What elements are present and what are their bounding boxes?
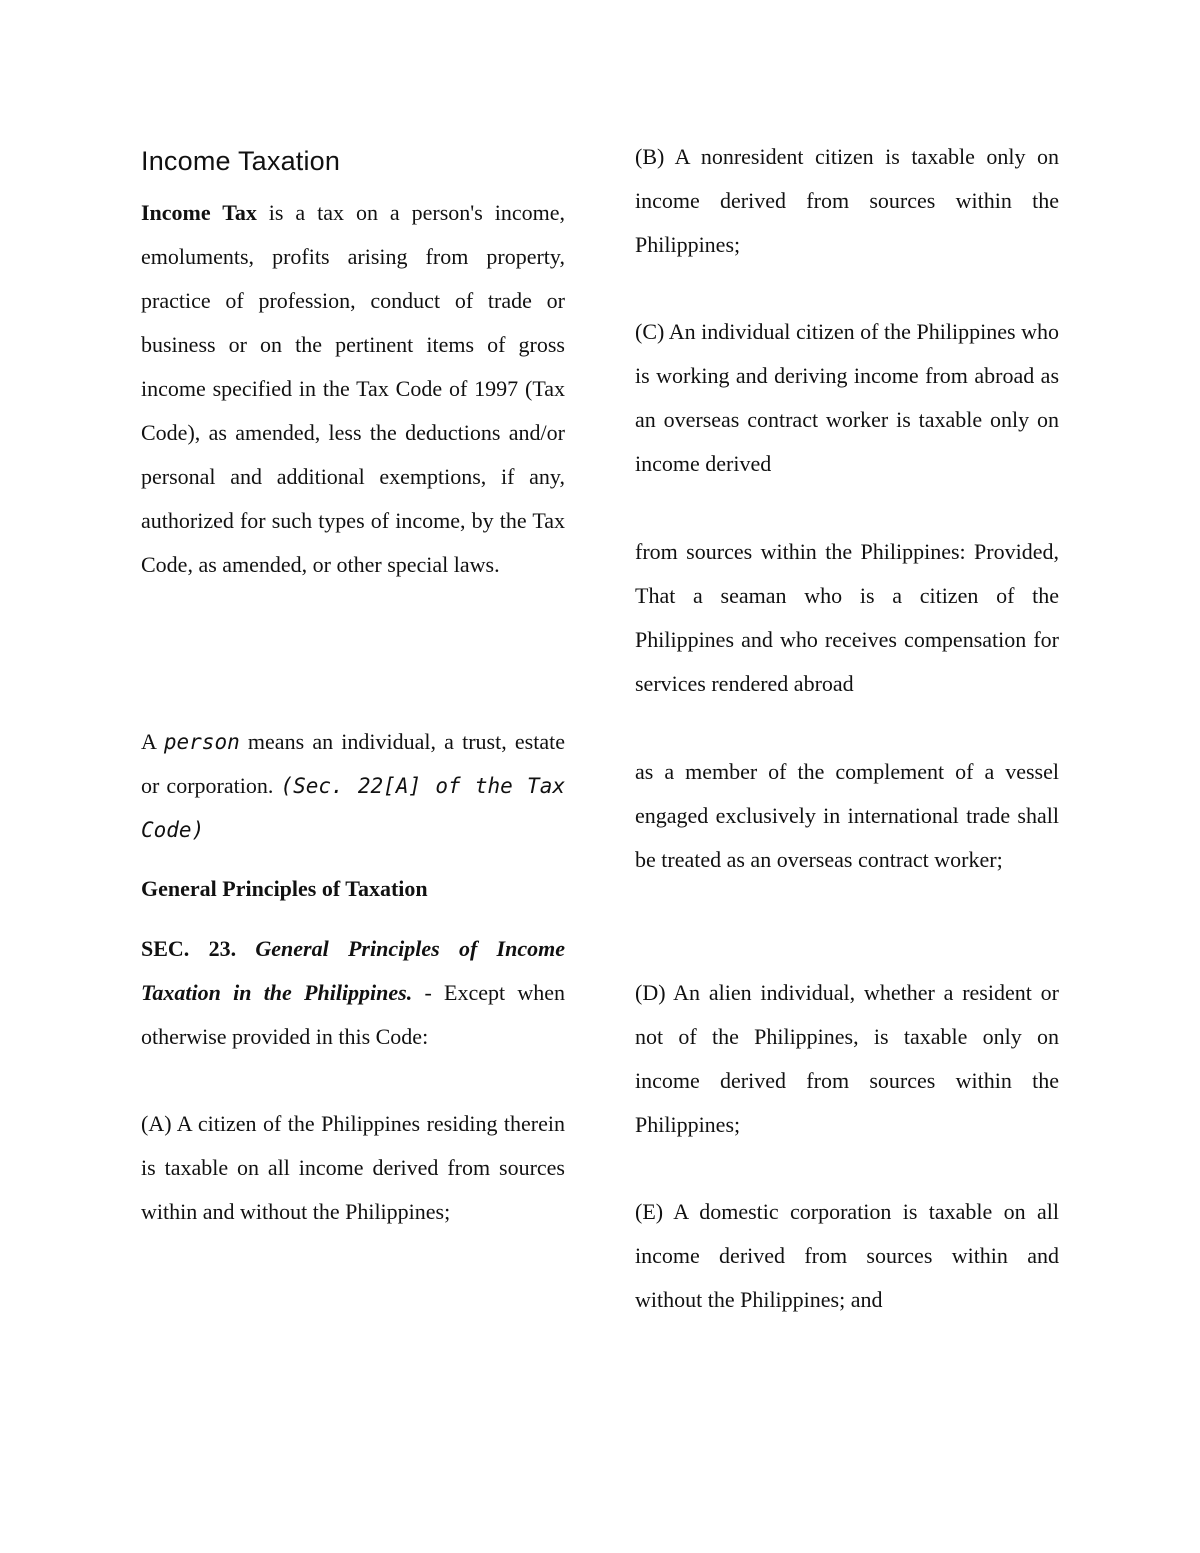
page-title: Income Taxation [141,146,341,176]
income-tax-text: is a tax on a person's income, emoluments, profits arising from property, practice of profession, conduct of trade or business or on the pertinent items of gross income specified in the Tax Code of 1997 (Tax Code), as amended, less the deductions and/or personal and additional exemptions, if any, authorized for such types of income, by the Tax Code, as amended, or other special laws. [141,200,565,577]
item-e: (E) A domestic corporation is taxable on all income derived from sources within and without the Philippines; and [635,1199,1059,1312]
item-d: (D) An alien individual, whether a resident or not of the Philippines, is taxable only on income derived from sources within the Philippines; [635,980,1059,1137]
person-text: means an individual, a trust, estate or corporation. [141,729,565,798]
income-tax-definition [141,191,565,587]
item-c-part3: as a member of the complement of a vessel engaged exclusively in international trade shall be treated as an overseas contract worker; [635,759,1059,872]
sec-23-text: - Except when otherwise provided in this Code: [141,980,565,1049]
person-term: person [163,730,240,754]
person-citation: (Sec. 22[A] of the Tax Code) [141,774,565,842]
item-a: (A) A citizen of the Philippines residing therein is taxable on all income derived from sources within and without the Philippines; [141,1111,565,1224]
income-tax-term: Income Tax [141,200,257,225]
sec-23-label: SEC. 23. [141,936,256,961]
sec-23-title: General Principles of Income Taxation in the Philippines. [141,936,565,1005]
item-c-part2: from sources within the Philippines: Provided, That a seaman who is a citizen of the Philippines and who receives compensation for services rendered abroad [635,539,1059,696]
person-prefix: A [141,729,164,754]
general-principles-heading: General Principles of Taxation [141,876,428,901]
item-c-part1: (C) An individual citizen of the Philippines who is working and deriving income from abroad as an overseas contract worker is taxable only on income derived [635,319,1059,476]
person-definition [141,720,565,852]
sec-23-paragraph [141,927,565,1059]
item-b: (B) A nonresident citizen is taxable only on income derived from sources within the Philippines; [635,144,1059,257]
